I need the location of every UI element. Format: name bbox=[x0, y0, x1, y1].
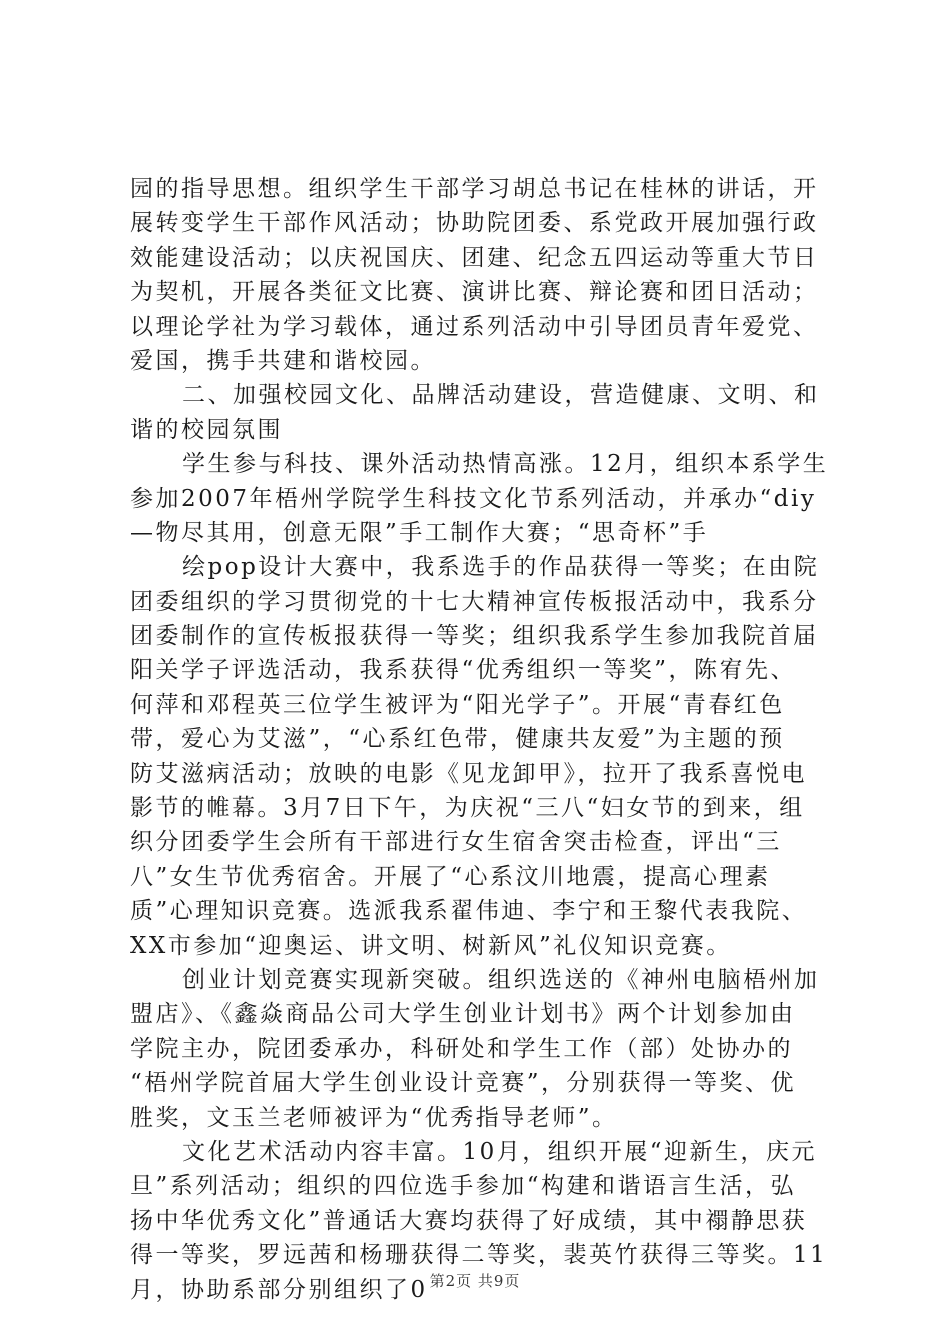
text-line: 谐的校园氛围 bbox=[130, 416, 283, 443]
text-line: 阳关学子评选活动，我系获得“优秀组织一等奖”，陈宥先、 bbox=[130, 657, 797, 684]
text-line: 文化艺术活动内容丰富。10月，组织开展“迎新生，庆元 bbox=[182, 1138, 818, 1165]
body-text bbox=[130, 172, 830, 1307]
text-line: “梧州学院首届大学生创业设计竞赛”，分别获得一等奖、优 bbox=[130, 1070, 797, 1097]
text-line: 影节的帷幕。3月7日下午，为庆祝“三八“妇女节的到来，组 bbox=[130, 795, 805, 822]
text-line: 效能建设活动；以庆祝国庆、团建、纪念五四运动等重大节日 bbox=[130, 244, 819, 271]
text-line: XX市参加“迎奥运、讲文明、树新风”礼仪知识竞赛。 bbox=[130, 932, 732, 959]
text-line: 学生参与科技、课外活动热情高涨。12月，组织本系学生 bbox=[182, 451, 829, 478]
text-line: 月，协助系部分别组织了0 bbox=[130, 1276, 428, 1303]
text-line: 带，爱心为艾滋”，“心系红色带，健康共友爱”为主题的预 bbox=[130, 726, 785, 753]
text-line: 学院主办，院团委承办，科研处和学生工作（部）处协办的 bbox=[130, 1035, 793, 1062]
text-line: 创业计划竞赛实现新突破。组织选送的《神州电脑梧州加 bbox=[182, 966, 820, 993]
text-line: 以理论学社为学习载体，通过系列活动中引导团员青年爱党、 bbox=[130, 313, 819, 340]
text-line: 为契机，开展各类征文比赛、演讲比赛、辩论赛和团日活动； bbox=[130, 279, 819, 306]
text-line: 旦”系列活动；组织的四位选手参加“构建和谐语言生活，弘 bbox=[130, 1173, 797, 1200]
text-line: 防艾滋病活动；放映的电影《见龙卸甲》，拉开了我系喜悦电 bbox=[130, 760, 807, 787]
text-line: 胜奖，文玉兰老师被评为“优秀指导老师”。 bbox=[130, 1104, 618, 1131]
text-line: 二、加强校园文化、品牌活动建设，营造健康、文明、和 bbox=[182, 382, 820, 409]
text-line: 团委制作的宣传板报获得一等奖；组织我系学生参加我院首届 bbox=[130, 623, 819, 650]
text-line: 盟店》、《鑫焱商品公司大学生创业计划书》两个计划参加由 bbox=[130, 1001, 796, 1028]
text-line: 织分团委学生会所有干部进行女生宿舍突击检查，评出“三 bbox=[130, 829, 782, 856]
text-line: 爱国，携手共建和谐校园。 bbox=[130, 347, 436, 374]
text-line: 得一等奖，罗远茜和杨珊获得二等奖，裴英竹获得三等奖。11 bbox=[130, 1242, 828, 1269]
text-line: 八”女生节优秀宿舍。开展了“心系汶川地震，提高心理素 bbox=[130, 863, 771, 890]
text-line: 质”心理知识竞赛。选派我系翟伟迪、李宁和王黎代表我院、 bbox=[130, 898, 808, 925]
text-line: 园的指导思想。组织学生干部学习胡总书记在桂林的讲话，开 bbox=[130, 176, 819, 202]
text-line: —物尽其用，创意无限”手工制作大赛；“思奇杯”手 bbox=[130, 519, 709, 546]
page-number: 第2页 共9页 bbox=[429, 1272, 521, 1290]
text-line: 扬中华优秀文化”普通话大赛均获得了好成绩，其中禤静思获 bbox=[130, 1207, 808, 1234]
text-line: 参加2007年梧州学院学生科技文化节系列活动，并承办“diy bbox=[130, 485, 817, 512]
text-line: 绘pop设计大赛中，我系选手的作品获得一等奖；在由院 bbox=[182, 554, 820, 581]
text-line: 何萍和邓程英三位学生被评为“阳光学子”。开展“青春红色 bbox=[130, 691, 785, 718]
text-line: 展转变学生干部作风活动；协助院团委、系党政开展加强行政 bbox=[130, 210, 819, 237]
text-line: 团委组织的学习贯彻党的十七大精神宣传板报活动中，我系分 bbox=[130, 588, 819, 615]
